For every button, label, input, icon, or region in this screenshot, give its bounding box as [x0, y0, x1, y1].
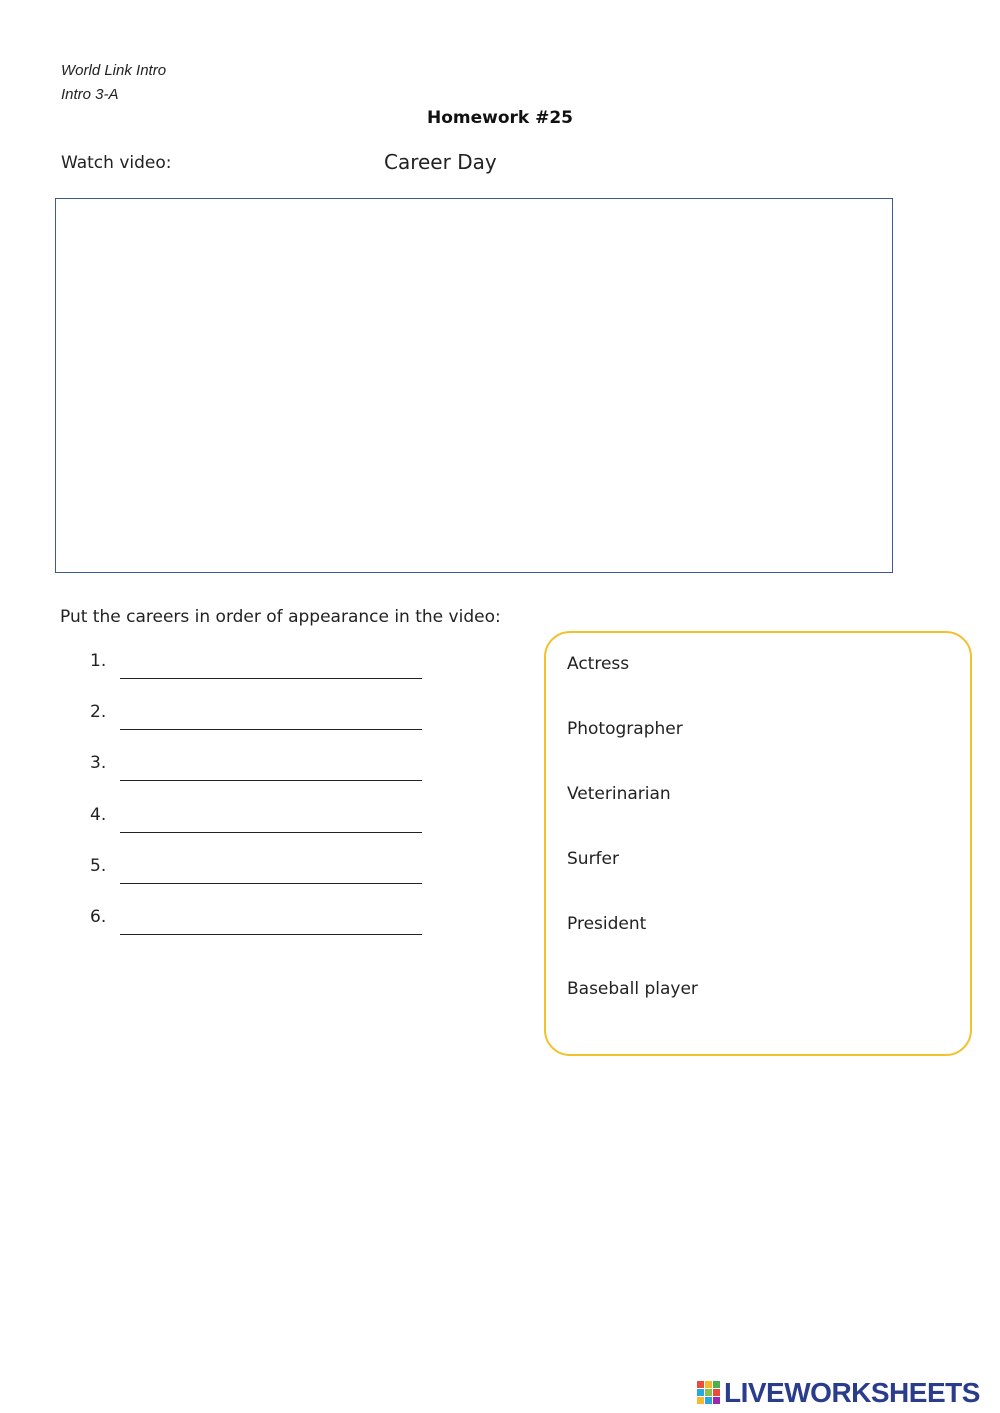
word-bank [544, 631, 972, 1056]
answer-input-1[interactable] [120, 657, 422, 679]
word-bank-item: Surfer [567, 849, 619, 869]
word-bank-item: Veterinarian [567, 784, 671, 804]
answer-row-3 [90, 753, 430, 783]
brand-wordmark: LIVEWORKSHEETS [724, 1377, 980, 1408]
answer-input-5[interactable] [120, 862, 422, 884]
word-bank-item: Actress [567, 654, 630, 674]
word-bank-item: President [567, 914, 647, 934]
answer-row-2 [90, 702, 430, 732]
video-title: Career Day [384, 150, 497, 174]
answer-row-4 [90, 805, 430, 835]
answer-number: 6. [90, 907, 107, 927]
answer-row-1 [90, 651, 430, 681]
liveworksheets-logo-icon [697, 1381, 721, 1405]
answer-row-6 [90, 907, 430, 937]
watch-video-label: Watch video: [61, 153, 172, 173]
word-bank-item: Baseball player [567, 979, 698, 999]
answer-row-5 [90, 856, 430, 886]
answer-number: 2. [90, 702, 107, 722]
homework-title: Homework #25 [426, 108, 574, 128]
answer-input-4[interactable] [120, 811, 422, 833]
video-player[interactable] [55, 198, 893, 573]
answer-input-2[interactable] [120, 708, 422, 730]
answer-number: 3. [90, 753, 107, 773]
exercise-instructions: Put the careers in order of appearance in the video: [60, 607, 501, 627]
answer-input-3[interactable] [120, 759, 422, 781]
section-name: Intro 3-A [61, 86, 119, 103]
course-name: World Link Intro [61, 62, 167, 79]
answer-input-6[interactable] [120, 913, 422, 935]
answer-number: 5. [90, 856, 107, 876]
word-bank-item: Photographer [567, 719, 683, 739]
answer-number: 4. [90, 805, 107, 825]
liveworksheets-brand [697, 1378, 980, 1408]
answer-number: 1. [90, 651, 107, 671]
